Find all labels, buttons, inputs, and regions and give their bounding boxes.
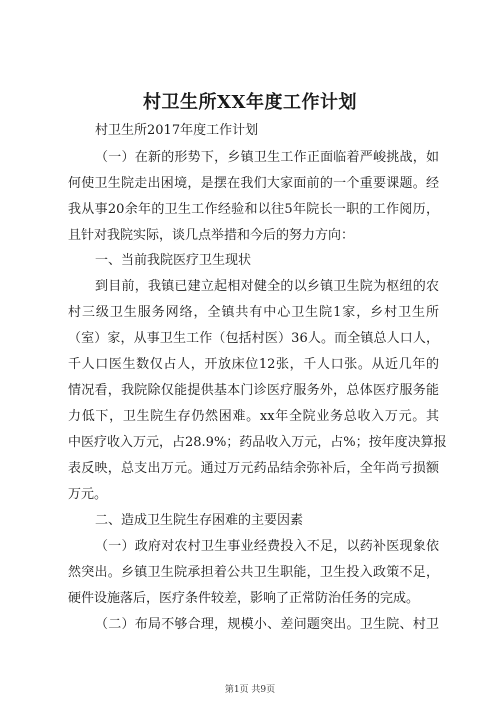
section-heading: 二、造成卫生院生存困难的主要因素 xyxy=(95,513,304,528)
body-line: 情况看，我院除仅能提供基本门诊医疗服务外，总体医疗服务能 xyxy=(68,383,439,398)
page-number: 第1页 共9页 xyxy=(224,685,276,695)
body-line: 力低下，卫生院生存仍然困难。xx年全院业务总收入万元。其 xyxy=(68,409,439,424)
body-line: （室）家，从事卫生工作（包括村医）36人。而全镇总人口人， xyxy=(68,331,439,346)
body-line: 万元。 xyxy=(68,487,108,502)
body-line: （一）政府对农村卫生事业经费投入不足，以药补医现象依 xyxy=(95,539,439,554)
document-title: 村卫生所XX年度工作计划 xyxy=(143,92,357,113)
document-subtitle: 村卫生所2017年度工作计划 xyxy=(95,123,259,138)
body-line: 千人口医生数仅占人，开放床位12张，千人口张。从近几年的 xyxy=(68,357,439,372)
body-line: 且针对我院实际，谈几点举措和今后的努力方向： xyxy=(68,228,355,243)
body-line: 到目前，我镇已建立起相对健全的以乡镇卫生院为枢纽的农 xyxy=(95,279,439,294)
body-line: 然突出。乡镇卫生院承担着公共卫生职能，卫生投入政策不足， xyxy=(68,565,439,580)
body-line: 我从事20余年的卫生工作经验和以往5年院长一职的工作阅历， xyxy=(68,202,439,217)
body-line: （一）在新的形势下，乡镇卫生工作正面临着严峻挑战，如 xyxy=(95,150,439,165)
body-line: （二）布局不够合理，规模小、差问题突出。卫生院、村卫 xyxy=(95,617,439,632)
section-heading: 一、当前我院医疗卫生现状 xyxy=(95,253,252,268)
body-line: 表反映，总支出万元。通过万元药品结余弥补后，全年尚亏损额 xyxy=(68,461,439,476)
body-line: 硬件设施落后，医疗条件较差，影响了正常防治任务的完成。 xyxy=(68,591,420,606)
body-line: 村三级卫生服务网络，全镇共有中心卫生院1家，乡村卫生所 xyxy=(68,305,439,320)
body-line: 中医疗收入万元，占28.9%；药品收入万元，占%；按年度决算报 xyxy=(68,435,447,450)
body-line: 何使卫生院走出困境，是摆在我们大家面前的一个重要课题。经 xyxy=(68,176,439,191)
